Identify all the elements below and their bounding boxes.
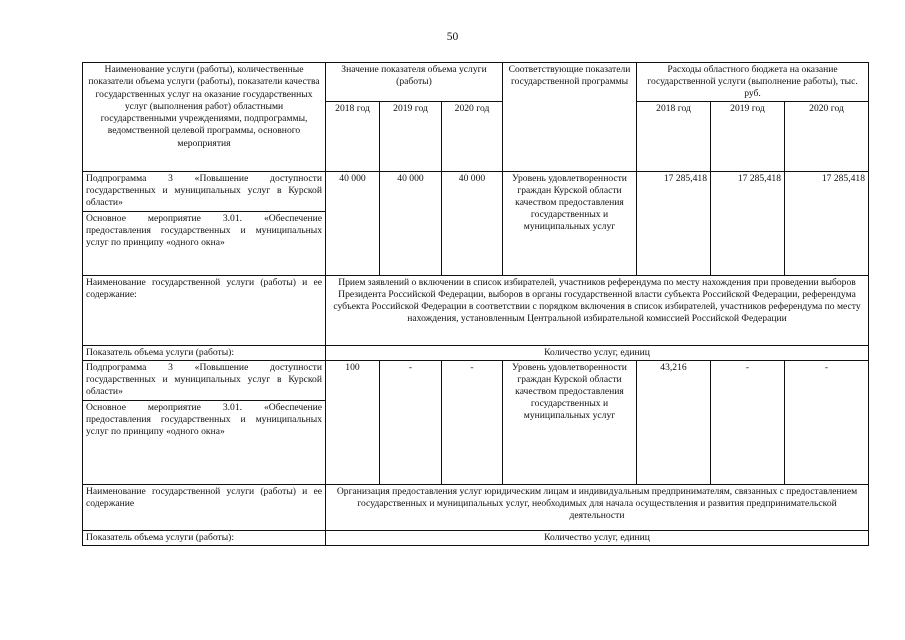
- block2-subprogram-row: [83, 360, 869, 400]
- header-year-cell: 2018 год: [326, 101, 380, 171]
- block1-budget-2020: 17 285,418: [785, 171, 869, 275]
- service1-indicator-label: Показатель объема услуги (работы):: [83, 345, 326, 360]
- block1-program-indicator: Уровень удовлетворенности граждан Курской области качеством предоставления государственных и муниципальных услуг: [503, 171, 637, 275]
- service1-row: [83, 275, 869, 345]
- header-name-column: Наименование услуги (работы), количественные показатели объема услуги (работы), показатели качества государственных услуг на оказание государственных услуг (выполнения работ) областными государственными учреждениями, подпрограммы, ведомственной целевой программы, основного мероприятия: [83, 63, 326, 172]
- header-year-cell: 2020 год: [785, 101, 869, 171]
- block1-measure: Основное мероприятие 3.01. «Обеспечение предоставления государственных и муниципальных услуг по принципу «одного окна»: [83, 211, 326, 275]
- block1-value-2019: 40 000: [380, 171, 442, 275]
- budget-table: [82, 62, 869, 546]
- block2-subprogram: Подпрограмма 3 «Повышение доступности государственных и муниципальных услуг в Курской области»: [83, 360, 326, 400]
- block1-value-2018: 40 000: [326, 171, 380, 275]
- block1-value-2020: 40 000: [442, 171, 503, 275]
- block2-measure: Основное мероприятие 3.01. «Обеспечение предоставления государственных и муниципальных услуг по принципу «одного окна»: [83, 400, 326, 484]
- service2-row: [83, 484, 869, 530]
- block2-value-2020: -: [442, 360, 503, 484]
- service2-label: Наименование государственной услуги (работы) и ее содержание: [83, 484, 326, 530]
- block2-budget-2019: -: [711, 360, 785, 484]
- block1-subprogram-row: [83, 171, 869, 211]
- header-year-cell: 2020 год: [442, 101, 503, 171]
- header-year-cell: 2019 год: [711, 101, 785, 171]
- service2-indicator-label: Показатель объема услуги (работы):: [83, 530, 326, 545]
- service2-indicator-value: Количество услуг, единиц: [326, 530, 869, 545]
- header-year-cell: 2019 год: [380, 101, 442, 171]
- service1-content: Прием заявлений о включении в список избирателей, участников референдума по месту нахождения при проведении выборов Президента Российской Федерации, выборов в органы государственной власти субъекта Российской Федерации, референдума субъекта Российской Федерации в соответствии с порядком включения в список избирателей, участников референдума по месту нахождения, установленным Центральной избирательной комиссией Российской Федерации: [326, 275, 869, 345]
- block1-subprogram: Подпрограмма 3 «Повышение доступности государственных и муниципальных услуг в Курской области»: [83, 171, 326, 211]
- service1-indicator-row: [83, 345, 869, 360]
- header-program-column: Соответствующие показатели государственной программы: [503, 63, 637, 172]
- block2-value-2018: 100: [326, 360, 380, 484]
- service1-label: Наименование государственной услуги (работы) и ее содержание:: [83, 275, 326, 345]
- service2-indicator-row: [83, 530, 869, 545]
- header-year-cell: 2018 год: [637, 101, 711, 171]
- header-budget-group: Расходы областного бюджета на оказание государственной услуги (выполнение работы), тыс. руб.: [637, 63, 869, 102]
- block1-budget-2018: 17 285,418: [637, 171, 711, 275]
- block2-budget-2020: -: [785, 360, 869, 484]
- block2-budget-2018: 43,216: [637, 360, 711, 484]
- service1-indicator-value: Количество услуг, единиц: [326, 345, 869, 360]
- block1-budget-2019: 17 285,418: [711, 171, 785, 275]
- block2-value-2019: -: [380, 360, 442, 484]
- block2-program-indicator: Уровень удовлетворенности граждан Курской области качеством предоставления государственных и муниципальных услуг: [503, 360, 637, 484]
- header-indicator-group: Значение показателя объема услуги (работы): [326, 63, 503, 102]
- service2-content: Организация предоставления услуг юридическим лицам и индивидуальным предпринимателям, связанных с предоставлением государственных и муниципальных услуг, необходимых для начала осуществления и развития предпринимательской деятельности: [326, 484, 869, 530]
- page-number: 50: [446, 31, 459, 43]
- header-row: [83, 63, 869, 102]
